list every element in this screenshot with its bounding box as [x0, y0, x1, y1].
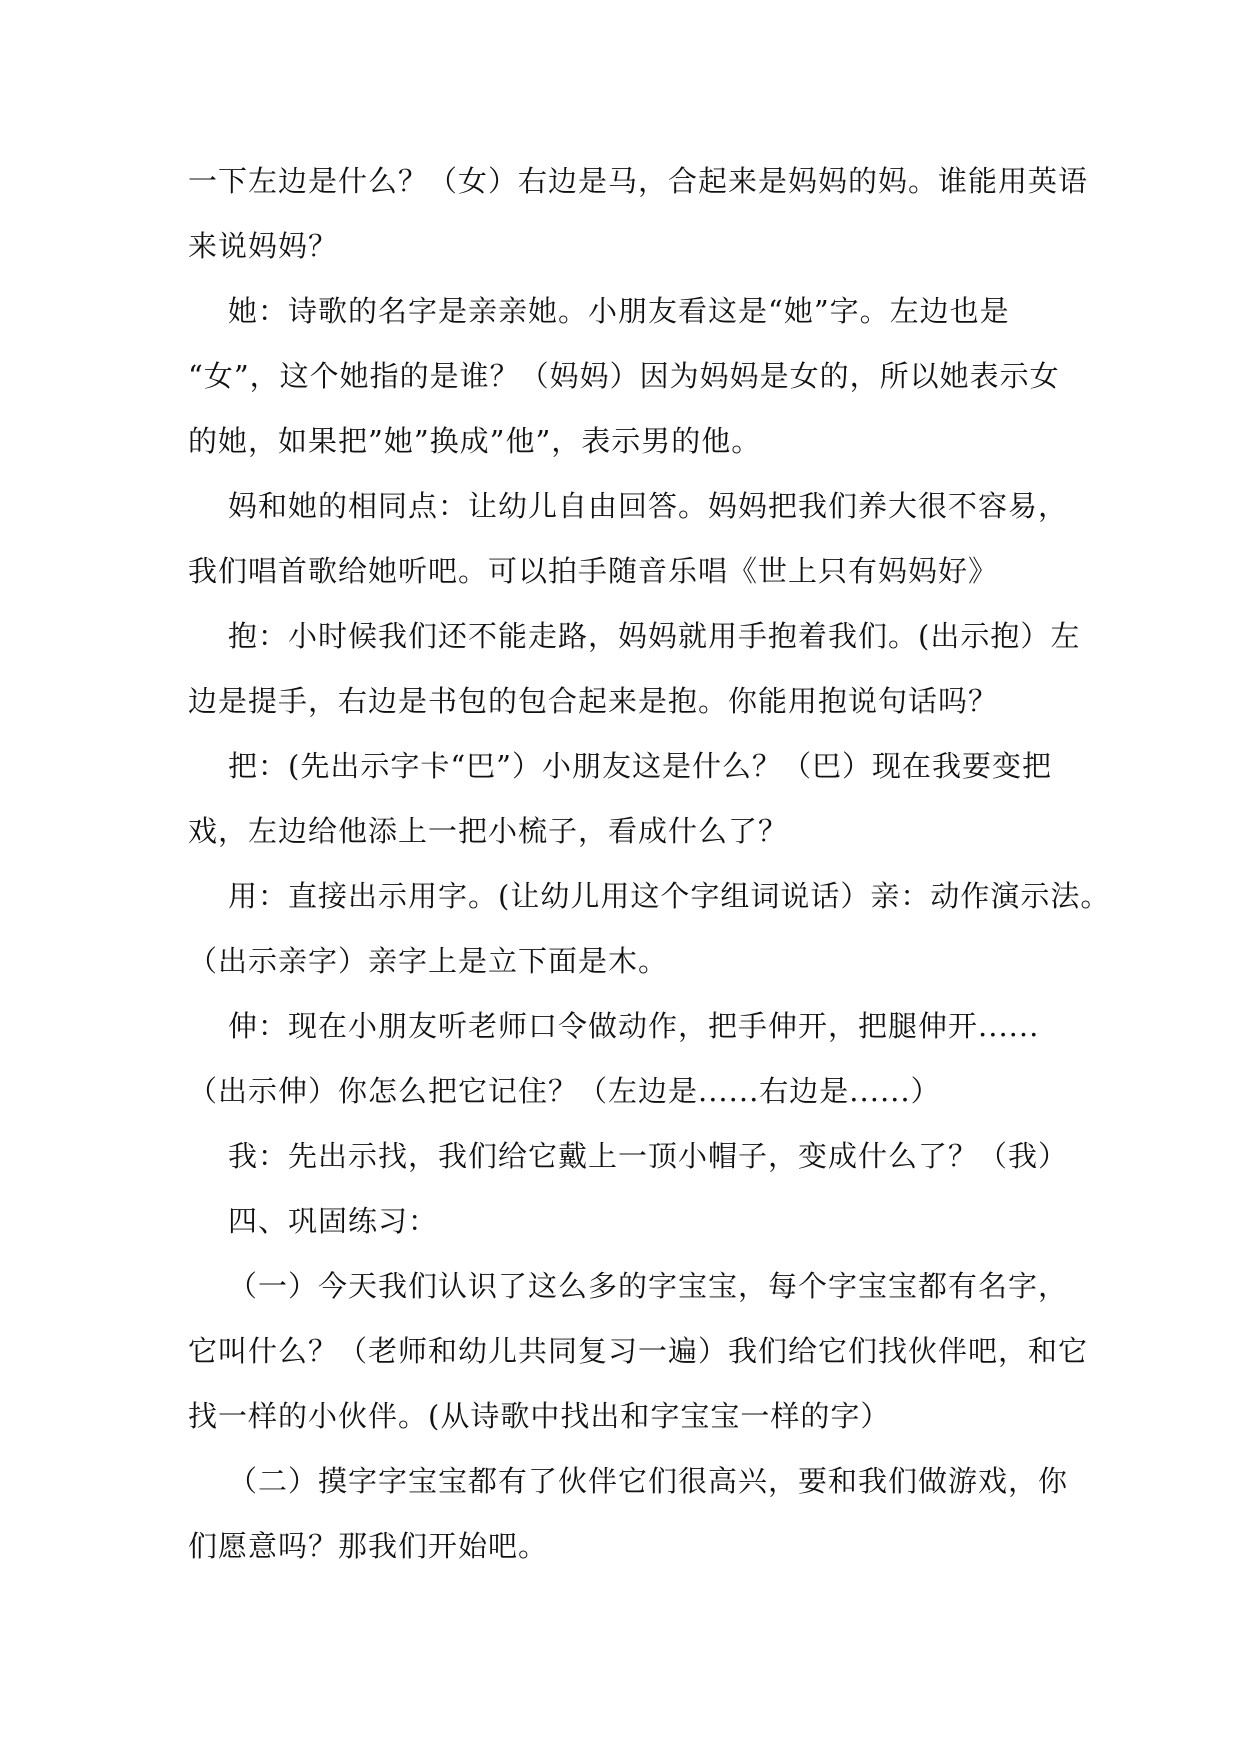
text-line: 一下左边是什么？（女）右边是马，合起来是妈妈的妈。谁能用英语: [188, 164, 1089, 198]
text-line: 抱：小时候我们还不能走路，妈妈就用手抱着我们。(出示抱）左: [228, 619, 1081, 653]
text-line: 它叫什么？（老师和幼儿共同复习一遍）我们给它们找伙伴吧，和它: [188, 1334, 1089, 1368]
text-line: “女”，这个她指的是谁？（妈妈）因为妈妈是女的，所以她表示女: [188, 359, 1060, 393]
text-line: 她：诗歌的名字是亲亲她。小朋友看这是“她”字。左边也是: [228, 294, 1010, 328]
text-line: 把：(先出示字卡“巴”）小朋友这是什么？（巴）现在我要变把: [228, 749, 1052, 783]
text-line: 的她，如果把”她”换成”他”，表示男的他。: [188, 424, 762, 458]
text-line: 来说妈妈？: [188, 229, 339, 263]
text-line: 我：先出示找，我们给它戴上一顶小帽子，变成什么了？（我）: [228, 1139, 1069, 1173]
section-heading: 四、巩固练习：: [228, 1204, 439, 1238]
text-line: 伸：现在小朋友听老师口令做动作，把手伸开，把腿伸开......: [228, 1009, 1040, 1043]
text-line: （一）今天我们认识了这么多的字宝宝，每个字宝宝都有名字，: [228, 1269, 1069, 1303]
text-line: 我们唱首歌给她听吧。可以拍手随音乐唱《世上只有妈妈好》: [188, 554, 999, 588]
text-line: （出示伸）你怎么把它记住？（左边是......右边是......）: [188, 1074, 941, 1108]
text-line: 用：直接出示用字。(让幼儿用这个字组词说话）亲：动作演示法。: [228, 879, 1111, 913]
text-line: 们愿意吗？那我们开始吧。: [188, 1529, 549, 1563]
text-line: 找一样的小伙伴。(从诗歌中找出和字宝宝一样的字）: [188, 1399, 891, 1433]
text-line: 边是提手，右边是书包的包合起来是抱。你能用抱说句话吗？: [188, 684, 999, 718]
text-line: 妈和她的相同点：让幼儿自由回答。妈妈把我们养大很不容易，: [228, 489, 1069, 523]
text-line: （出示亲字）亲字上是立下面是木。: [188, 944, 669, 978]
text-line: （二）摸字字宝宝都有了伙伴它们很高兴，要和我们做游戏，你: [228, 1464, 1069, 1498]
text-line: 戏，左边给他添上一把小梳子，看成什么了？: [188, 814, 789, 848]
